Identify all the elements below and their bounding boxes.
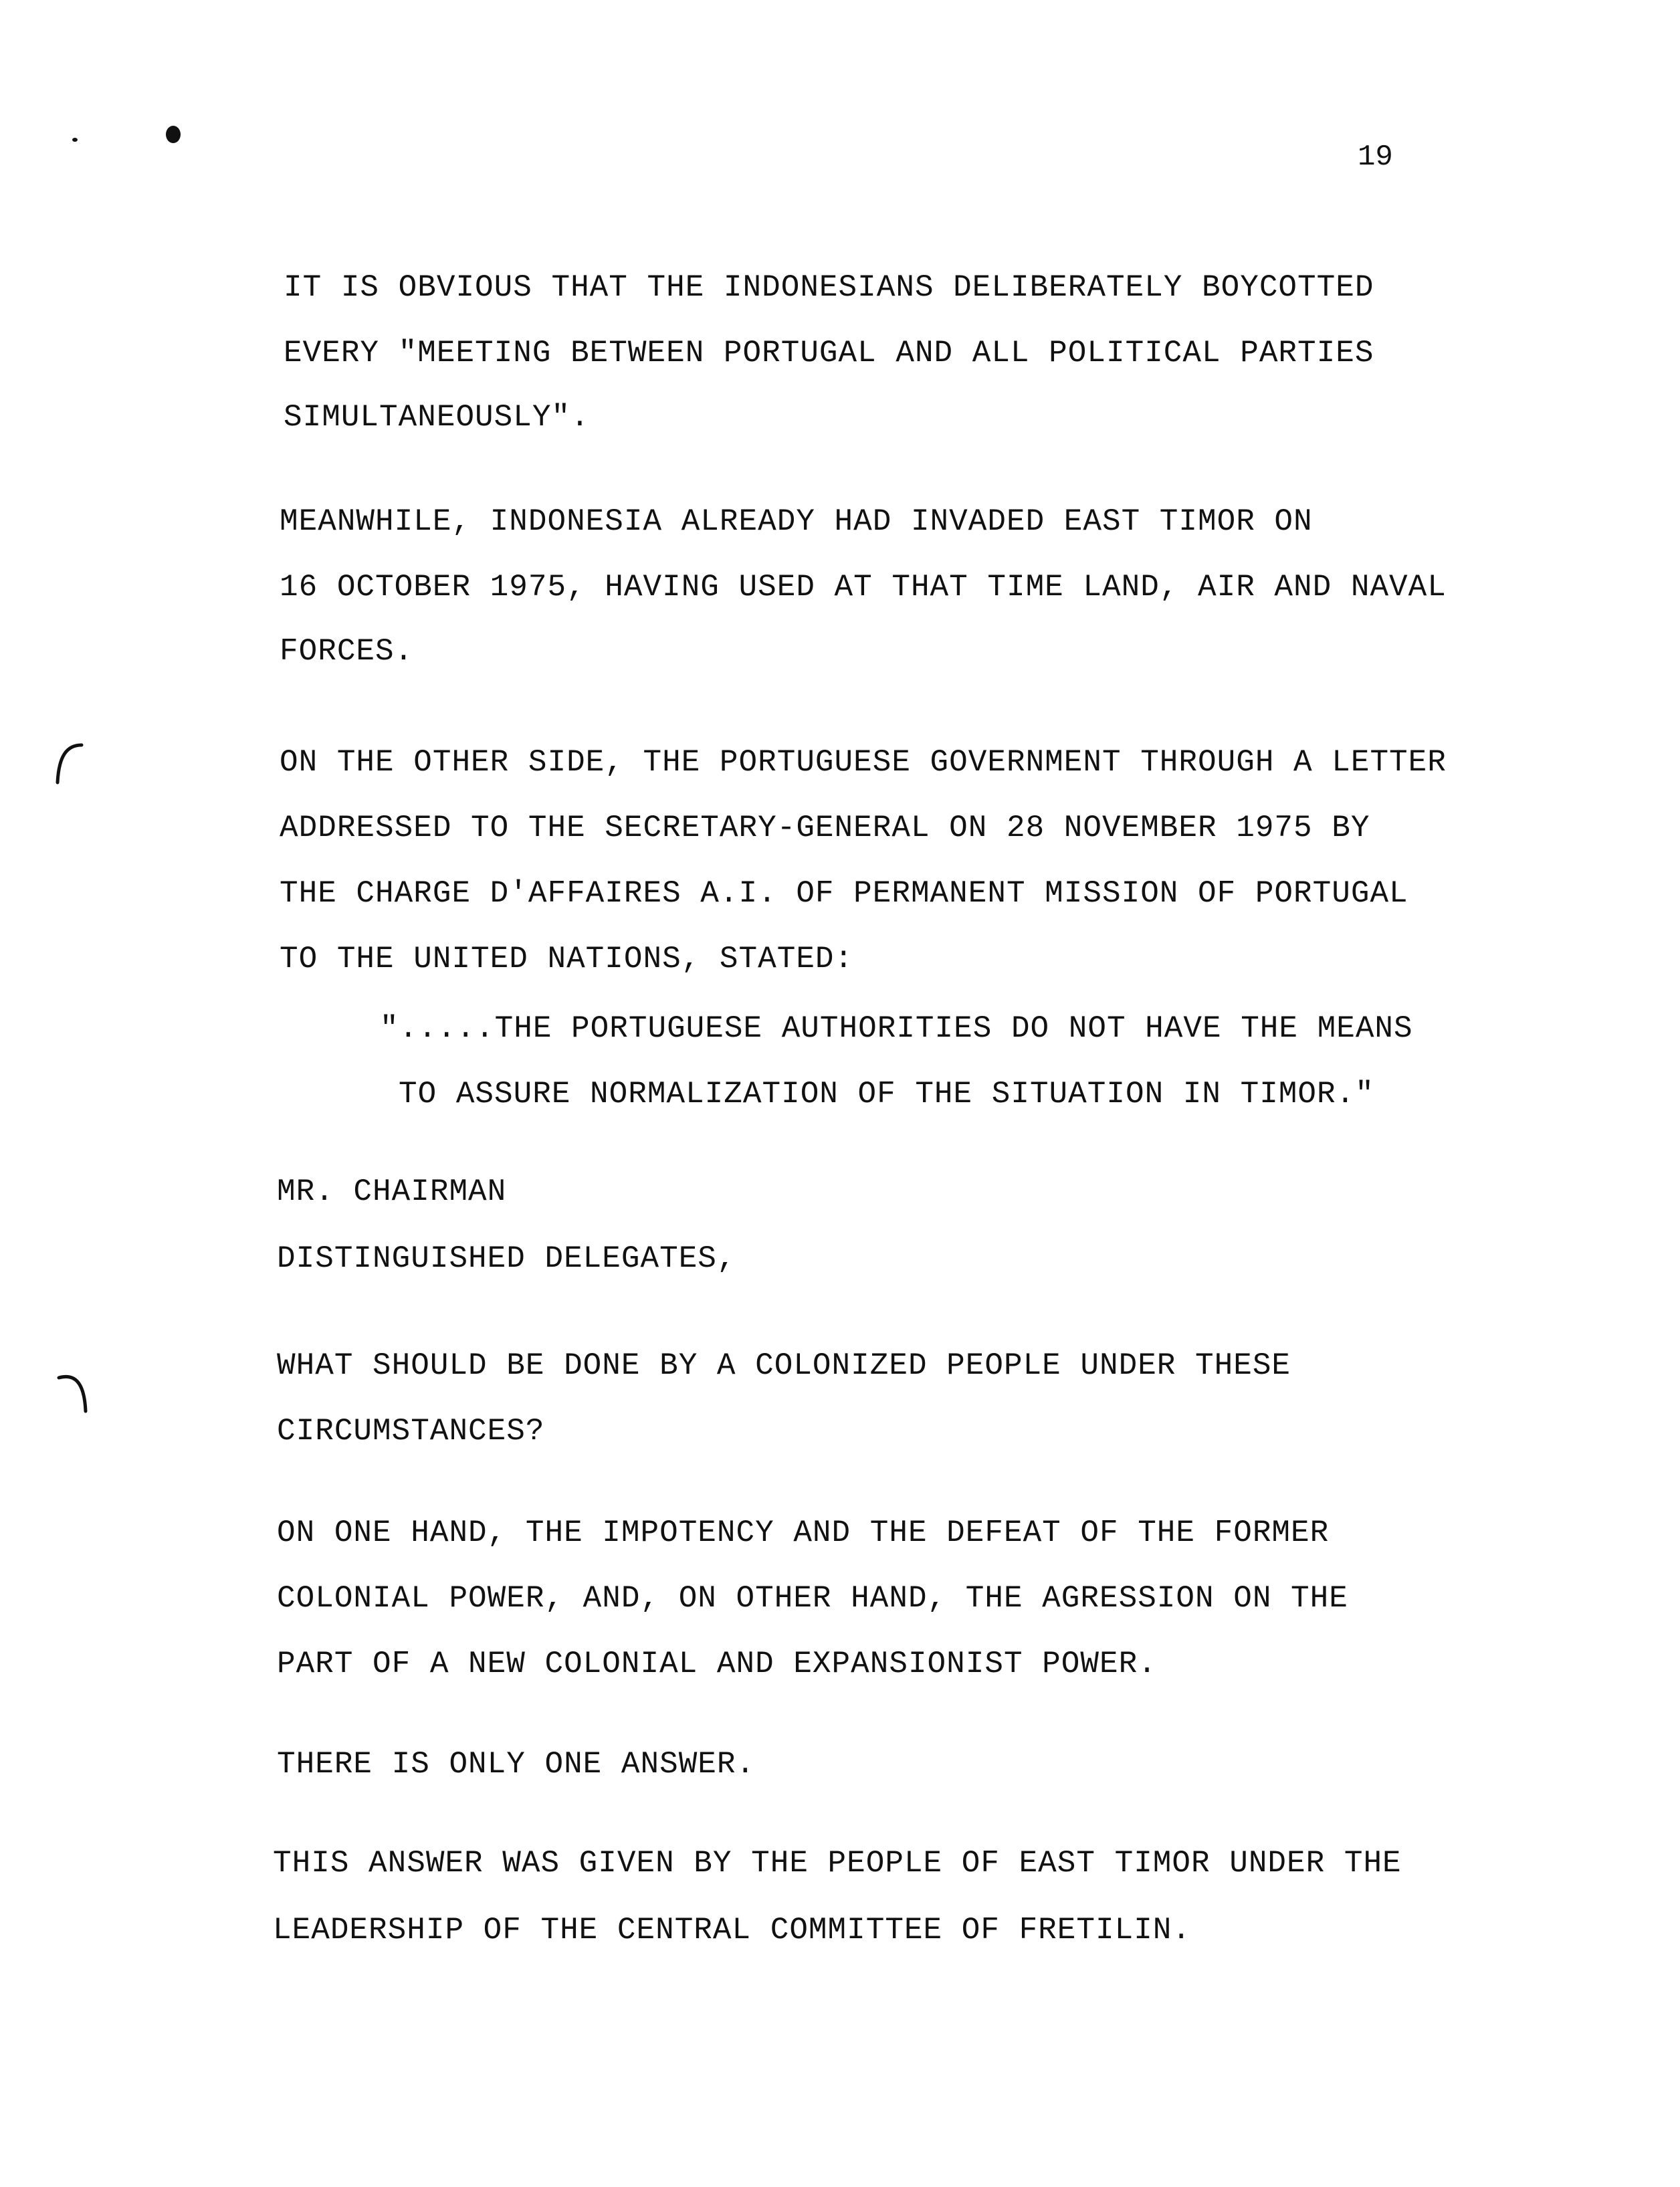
paragraph-5-line-1: WHAT SHOULD BE DONE BY A COLONIZED PEOPLE UNDER THESE [277, 1348, 1291, 1383]
paragraph-3-line-3: THE CHARGE D'AFFAIRES A.I. OF PERMANENT MISSION OF PORTUGAL [280, 876, 1408, 911]
paragraph-5-line-2: CIRCUMSTANCES? [277, 1414, 545, 1449]
page-number: 19 [1358, 140, 1393, 174]
scan-speck [72, 138, 78, 142]
quotation-line-1: ".....THE PORTUGUESE AUTHORITIES DO NOT HAVE THE MEANS [380, 1011, 1413, 1046]
paragraph-6-line-1: ON ONE HAND, THE IMPOTENCY AND THE DEFEAT OF THE FORMER [277, 1516, 1330, 1550]
paragraph-8-line-2: LEADERSHIP OF THE CENTRAL COMMITTEE OF FRETILIN. [273, 1913, 1192, 1948]
paragraph-3-line-4: TO THE UNITED NATIONS, STATED: [280, 942, 854, 976]
paragraph-6-line-2: COLONIAL POWER, AND, ON OTHER HAND, THE AGRESSION ON THE [277, 1581, 1348, 1616]
paragraph-2-line-3: FORCES. [280, 634, 414, 669]
paragraph-3-line-1: ON THE OTHER SIDE, THE PORTUGUESE GOVERNMENT THROUGH A LETTER [280, 745, 1447, 780]
salutation-line-1: MR. CHAIRMAN [277, 1174, 507, 1209]
quotation-line-2: TO ASSURE NORMALIZATION OF THE SITUATION IN TIMOR." [399, 1077, 1374, 1112]
paragraph-1-line-1: IT IS OBVIOUS THAT THE INDONESIANS DELIBERATELY BOYCOTTED [284, 270, 1374, 305]
paragraph-6-line-3: PART OF A NEW COLONIAL AND EXPANSIONIST POWER. [277, 1647, 1157, 1681]
paragraph-3-line-2: ADDRESSED TO THE SECRETARY-GENERAL ON 28 NOVEMBER 1975 BY [280, 811, 1370, 845]
paragraph-8-line-1: THIS ANSWER WAS GIVEN BY THE PEOPLE OF EAST TIMOR UNDER THE [273, 1846, 1402, 1881]
scan-speck [166, 126, 181, 143]
binder-hole-mark-bottom [54, 1364, 107, 1425]
paragraph-7-line-1: THERE IS ONLY ONE ANSWER. [277, 1747, 756, 1782]
paragraph-2-line-1: MEANWHILE, INDONESIA ALREADY HAD INVADED EAST TIMOR ON [280, 504, 1313, 539]
paragraph-1-line-3: SIMULTANEOUSLY". [284, 400, 590, 435]
salutation-line-2: DISTINGUISHED DELEGATES, [277, 1241, 736, 1276]
binder-hole-mark-top [40, 736, 94, 796]
paragraph-1-line-2: EVERY "MEETING BETWEEN PORTUGAL AND ALL POLITICAL PARTIES [284, 336, 1374, 371]
paragraph-2-line-2: 16 OCTOBER 1975, HAVING USED AT THAT TIME LAND, AIR AND NAVAL [280, 570, 1447, 605]
